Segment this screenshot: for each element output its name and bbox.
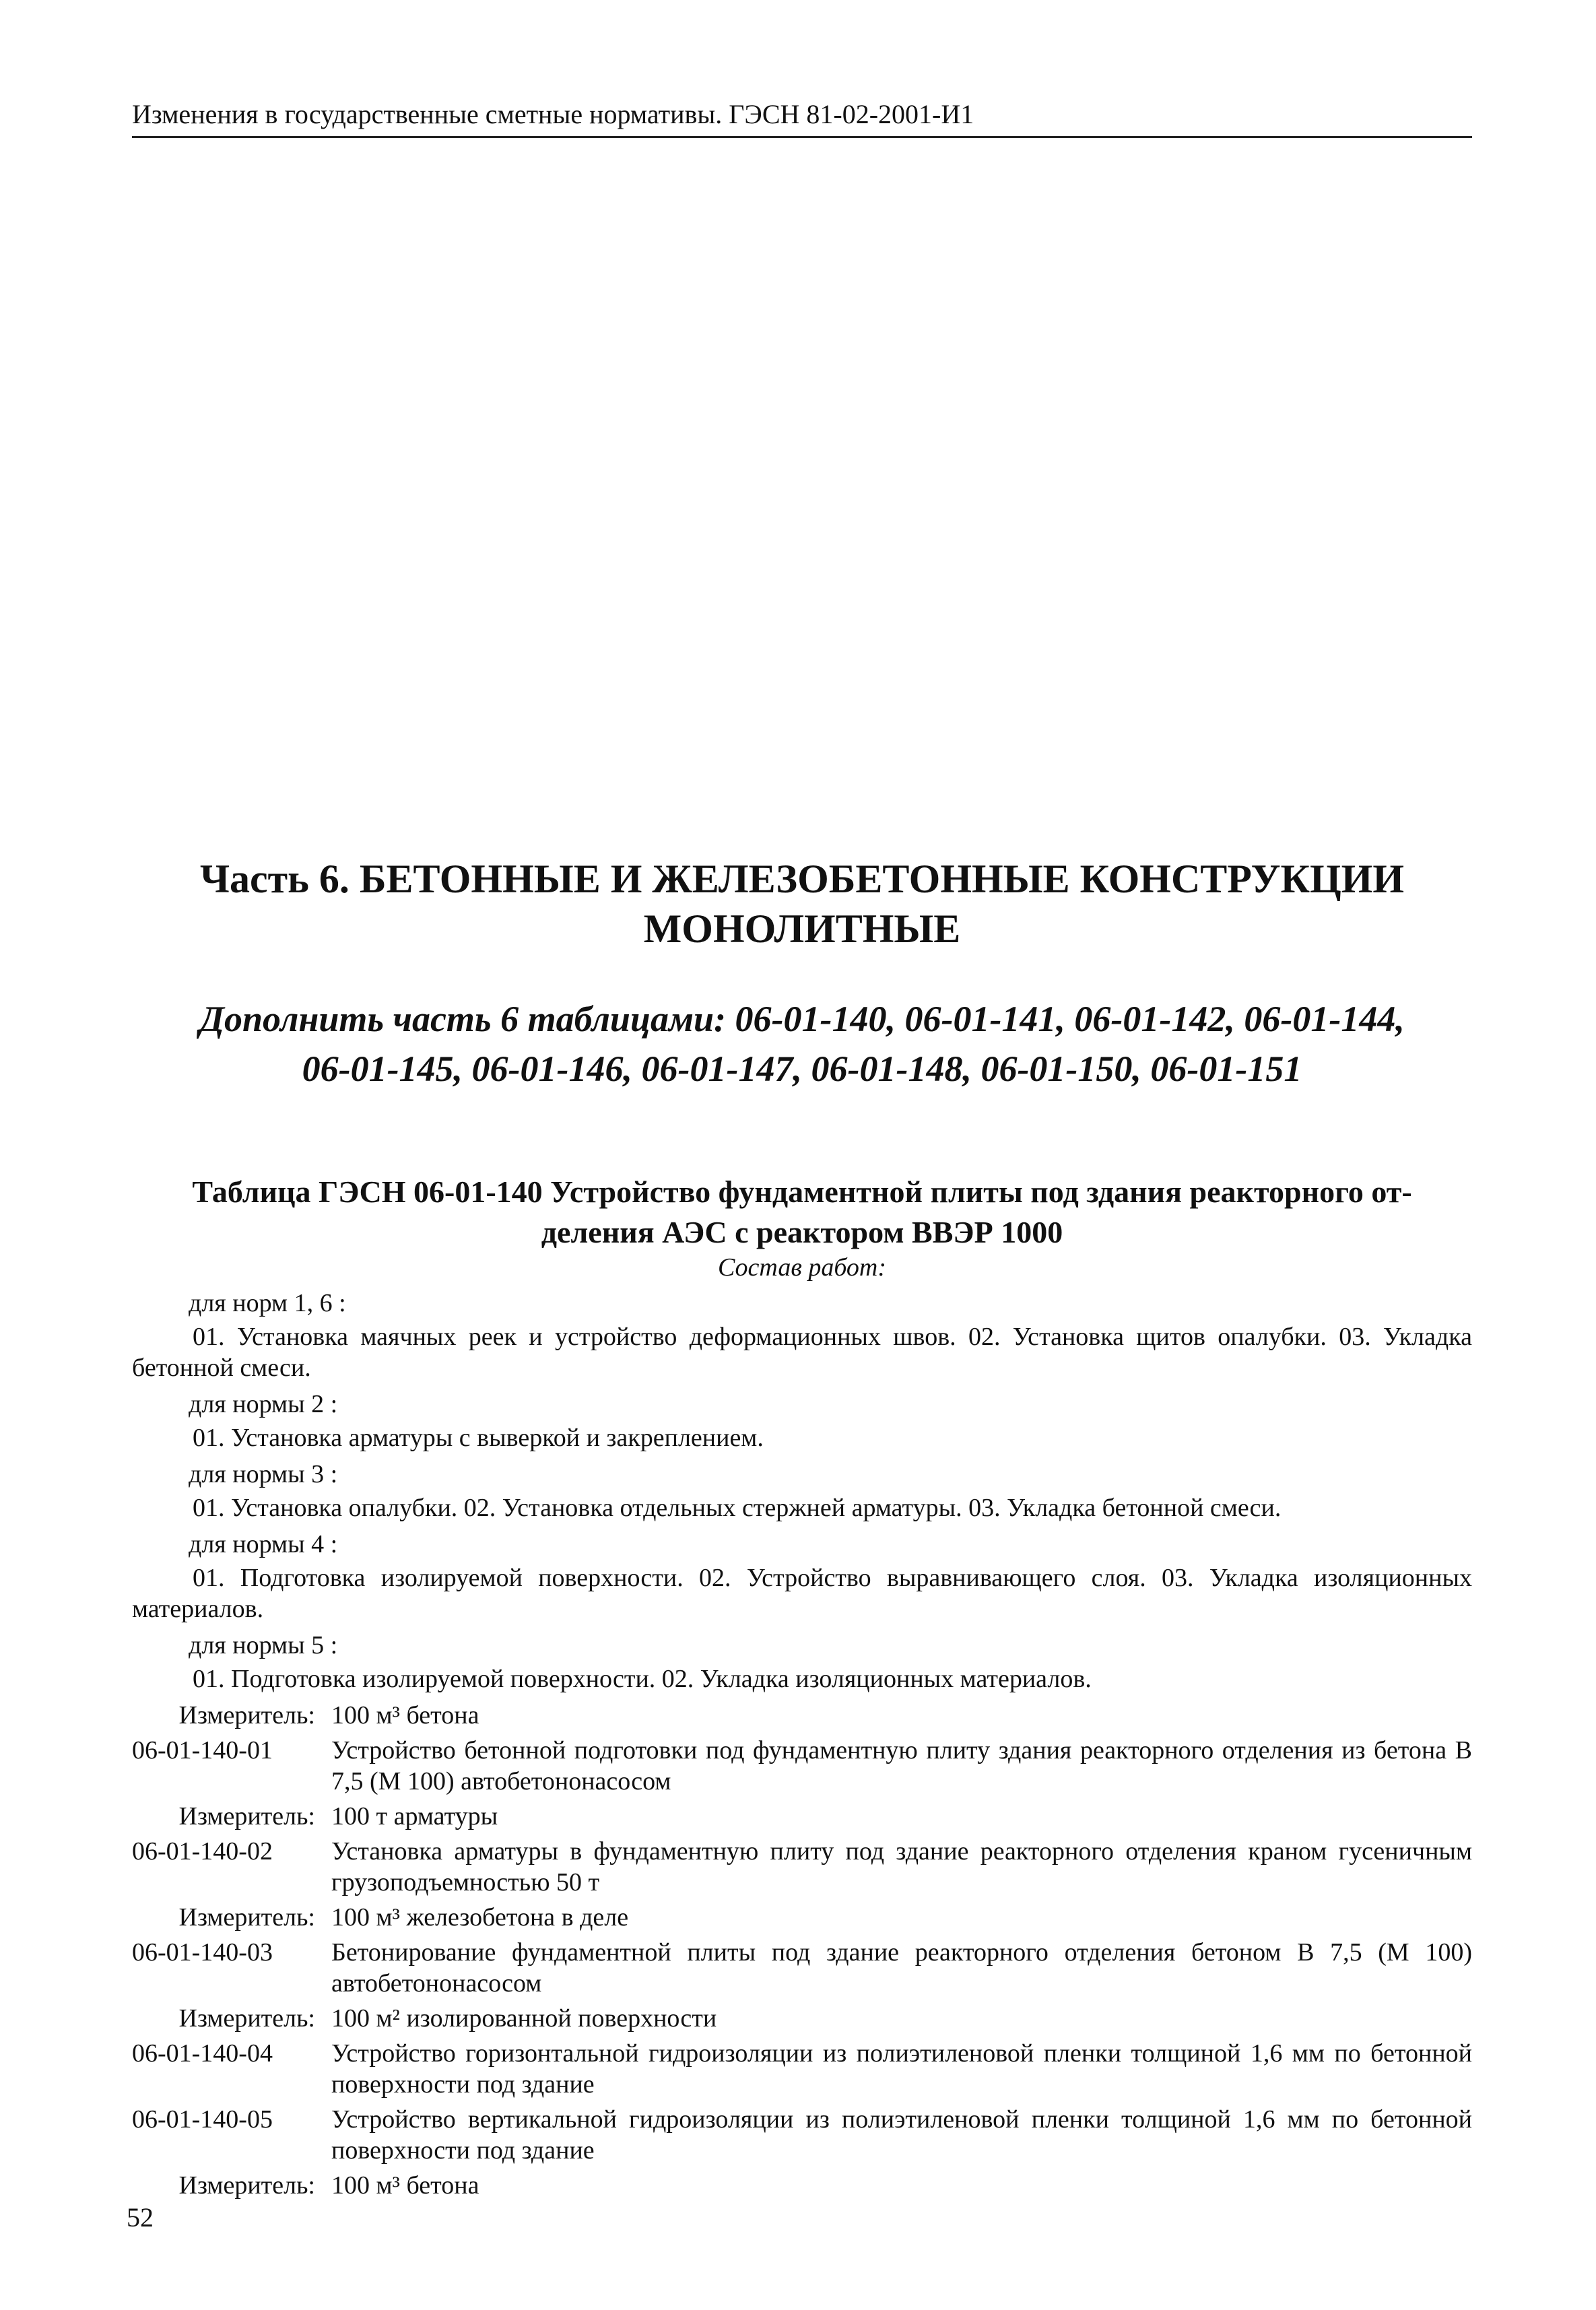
work-group — [132, 1288, 1472, 1383]
norm-row — [132, 1937, 1472, 1999]
norm-description: Бетонирование фундаментной плиты под здание реакторного отделения бетоном В 7,5 (М 100) автобетононасосом — [331, 1938, 1472, 1998]
page-number: 52 — [127, 2202, 154, 2233]
work-group — [132, 1630, 1472, 1694]
measure-label: Измеритель: — [178, 1701, 315, 1729]
work-group-label: для норм 1, 6 : — [189, 1289, 346, 1317]
measure-label: Измеритель: — [178, 1903, 315, 1932]
norm-code: 06-01-140-05 — [132, 2105, 273, 2134]
table-title — [132, 1172, 1472, 1253]
measure-value: 100 т арматуры — [331, 1802, 498, 1830]
measure-value: 100 м³ бетона — [331, 1701, 479, 1729]
work-group-text: 01. Установка маячных реек и устройство деформационных швов. 02. Установка щитов опалубки. 03. Укладка бетонной смеси. — [132, 1323, 1472, 1382]
part-title-line-1: Часть 6. БЕТОННЫЕ И ЖЕЛЕЗОБЕТОННЫЕ КОНСТРУКЦИИ — [199, 857, 1405, 901]
work-group-label: для нормы 3 : — [189, 1460, 338, 1488]
supplement-line-2: 06-01-145, 06-01-146, 06-01-147, 06-01-148, 06-01-150, 06-01-151 — [302, 1049, 1302, 1089]
norm-code: 06-01-140-01 — [132, 1736, 273, 1764]
norm-description: Устройство вертикальной гидроизоляции из полиэтиленовой пленки толщиной 1,6 мм по бетонной поверхности под здание — [331, 2105, 1472, 2165]
part-title — [132, 854, 1472, 954]
running-header: Изменения в государственные сметные нормативы. ГЭСН 81-02-2001-И1 — [132, 99, 974, 129]
norm-row — [132, 1836, 1472, 1898]
work-group-text: 01. Подготовка изолируемой поверхности. 02. Укладка изоляционных материалов. — [193, 1665, 1092, 1693]
supplement-note — [132, 994, 1472, 1094]
header-rule — [132, 136, 1472, 138]
supplement-line-1: Дополнить часть 6 таблицами: 06-01-140, 06-01-141, 06-01-142, 06-01-144, — [199, 999, 1405, 1039]
measure-row — [132, 2003, 1472, 2034]
work-composition-label: Состав работ: — [717, 1253, 887, 1282]
measure-row — [132, 1801, 1472, 1832]
norm-description: Устройство бетонной подготовки под фундаментную плиту здания реакторного отделения из бетона В 7,5 (М 100) автобетононасосом — [331, 1736, 1472, 1795]
work-group-text: 01. Установка арматуры с выверкой и закреплением. — [193, 1424, 764, 1452]
measure-value: 100 м² изолированной поверхности — [331, 2004, 717, 2033]
work-group — [132, 1529, 1472, 1624]
table-title-line-2: деления АЭС с реактором ВВЭР 1000 — [541, 1215, 1063, 1249]
norm-row — [132, 1735, 1472, 1797]
work-group-text: 01. Подготовка изолируемой поверхности. 02. Устройство выравнивающего слоя. 03. Укладка изоляционных материалов. — [132, 1564, 1472, 1623]
norm-row — [132, 2104, 1472, 2166]
work-group-label: для нормы 5 : — [189, 1631, 338, 1659]
norm-code: 06-01-140-03 — [132, 1938, 273, 1967]
measure-value: 100 м³ бетона — [331, 2171, 479, 2200]
part-title-line-2: МОНОЛИТНЫЕ — [643, 906, 961, 951]
work-group-label: для нормы 4 : — [189, 1530, 338, 1558]
measure-label: Измеритель: — [178, 1802, 315, 1830]
table-body — [132, 1288, 1472, 2205]
work-group-text: 01. Установка опалубки. 02. Установка отдельных стержней арматуры. 03. Укладка бетонной смеси. — [193, 1494, 1282, 1522]
measure-row — [132, 1902, 1472, 1933]
norm-row — [132, 2038, 1472, 2100]
norm-code: 06-01-140-04 — [132, 2039, 273, 2068]
norm-description: Установка арматуры в фундаментную плиту под здание реакторного отделения краном гусеничным грузоподъемностью 50 т — [331, 1837, 1472, 1896]
measure-row — [132, 1700, 1472, 1731]
work-group — [132, 1459, 1472, 1523]
table-title-line-1: Таблица ГЭСН 06-01-140 Устройство фундаментной плиты под здания реакторного от- — [192, 1175, 1412, 1209]
measure-value: 100 м³ железобетона в деле — [331, 1903, 629, 1932]
work-group — [132, 1389, 1472, 1453]
measure-label: Измеритель: — [178, 2171, 315, 2200]
measure-row — [132, 2170, 1472, 2201]
measure-label: Измеритель: — [178, 2004, 315, 2033]
work-group-label: для нормы 2 : — [189, 1390, 338, 1418]
norm-code: 06-01-140-02 — [132, 1837, 273, 1866]
norm-description: Устройство горизонтальной гидроизоляции из полиэтиленовой пленки толщиной 1,6 мм по бетонной поверхности под здание — [331, 2039, 1472, 2099]
